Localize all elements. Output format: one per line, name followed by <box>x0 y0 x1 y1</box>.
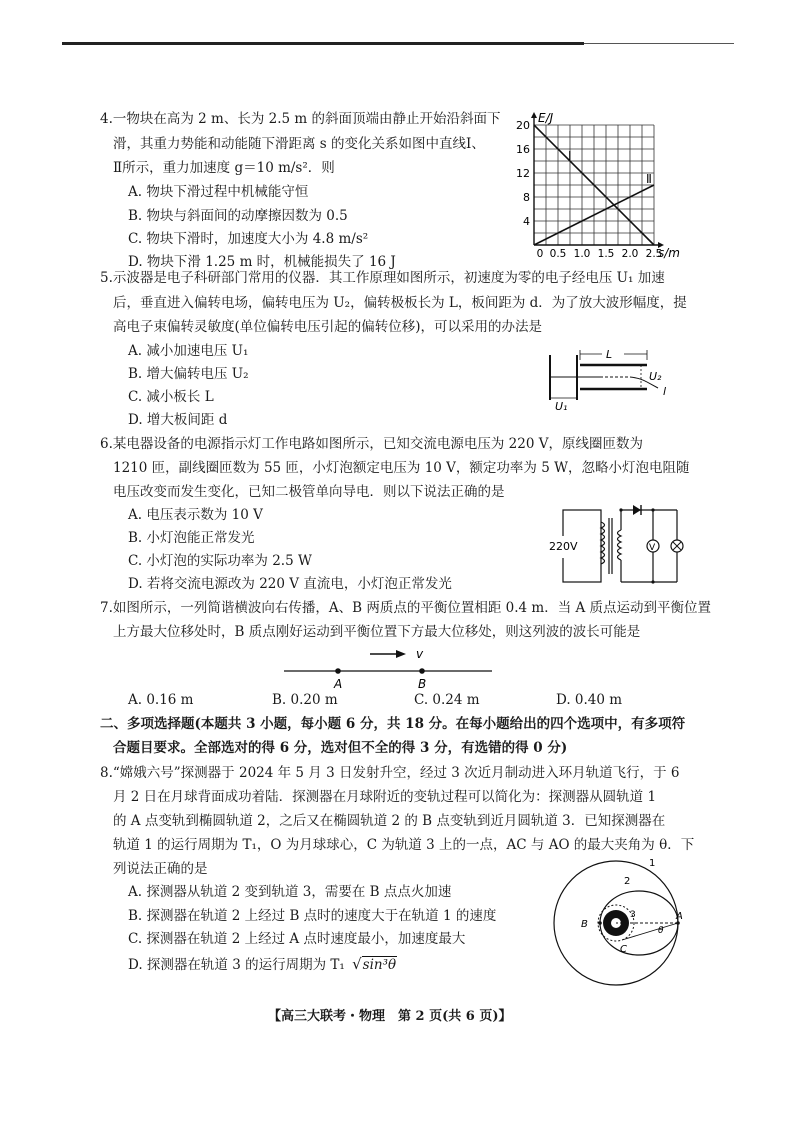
q5-option-a: A. 减小加速电压 U₁ <box>128 343 249 359</box>
line-label-1: Ⅰ <box>568 149 572 163</box>
q7-option-a: A. 0.16 m <box>128 692 194 708</box>
q5-stem-line: 高电子束偏转灵敏度(单位偏转电压引起的偏转位移)，可以采用的办法是 <box>113 319 543 335</box>
q4-option-a: A. 物块下滑过程中机械能守恒 <box>128 184 309 200</box>
oscilloscope-figure <box>540 340 690 415</box>
q6-option-c: C. 小灯泡的实际功率为 2.5 W <box>128 553 312 569</box>
sqrt-sign-icon: √ <box>352 955 362 973</box>
y-tick-label: 12 <box>516 167 530 180</box>
q4-stem-line: Ⅱ所示，重力加速度 g＝10 m/s²．则 <box>113 160 335 176</box>
sqrt-radicand: sin³θ <box>362 957 397 973</box>
transformer-circuit <box>545 500 685 592</box>
x-axis-label: s/m <box>658 246 680 260</box>
point-a <box>335 668 341 674</box>
header-rule-thin <box>584 43 734 44</box>
label-l: l <box>663 385 667 398</box>
sqrt-expression <box>352 956 397 974</box>
energy-chart <box>508 110 683 270</box>
x-tick-label: 2.0 <box>621 248 639 260</box>
wave-figure <box>280 645 500 693</box>
orbit-figure <box>548 855 684 991</box>
point-c-label: C <box>620 944 627 955</box>
chart-ticks <box>516 119 662 260</box>
y-tick-label: 20 <box>516 119 530 132</box>
label-U1: U₁ <box>555 400 568 413</box>
q8-stem-line: 月 2 日在月球背面成功着陆．探测器在月球附近的变轨过程可以简化为：探测器从圆轨道 1 <box>113 789 657 805</box>
q8-option-d <box>128 956 397 974</box>
y-tick-label: 16 <box>516 143 530 156</box>
q6-stem-line: 1210 匝，副线圈匝数为 55 匝，小灯泡额定电压为 10 V，额定功率为 5 W，忽略小灯泡电阻随 <box>113 460 690 476</box>
q8-stem-line: 列说法正确的是 <box>113 861 208 877</box>
line-label-2: Ⅱ <box>646 172 652 186</box>
label-b: B <box>418 677 427 691</box>
q8-option-a: A. 探测器从轨道 2 变到轨道 3，需要在 B 点点火加速 <box>128 884 452 900</box>
q4-stem-line: 4.一物块在高为 2 m、长为 2.5 m 的斜面顶端由静止开始沿斜面下 <box>100 111 501 127</box>
theta-label: θ <box>658 926 664 936</box>
orbit-3-label: 3 <box>630 910 636 920</box>
point-a-label: A <box>676 911 683 922</box>
q5-option-c: C. 减小板长 L <box>128 389 214 405</box>
q7-stem-line: 7.如图所示，一列简谐横波向右传播，A、B 两质点的平衡位置相距 0.4 m．当 A 质点运动到平衡位置 <box>100 600 712 616</box>
diode-icon <box>633 505 641 515</box>
q8-stem-line: 轨道 1 的运行周期为 T₁，O 为月球球心，C 为轨道 3 上的一点，AC 与 AO 的最大夹角为 θ．下 <box>113 837 695 853</box>
label-L: L <box>606 348 613 361</box>
q5-option-d: D. 增大板间距 d <box>128 412 228 428</box>
q8-option-c: C. 探测器在轨道 2 上经过 A 点时速度最小，加速度最大 <box>128 931 466 947</box>
q6-stem-line: 6.某电器设备的电源指示灯工作电路如图所示，已知交流电源电压为 220 V，原线圈匝数为 <box>100 436 643 452</box>
page-footer: 【高三大联考・物理 第 2 页(共 6 页)】 <box>268 1009 512 1024</box>
q8-option-b: B. 探测器在轨道 2 上经过 B 点时的速度大于在轨道 1 的速度 <box>128 908 497 924</box>
label-v: v <box>416 647 424 661</box>
q6-option-b: B. 小灯泡能正常发光 <box>128 530 255 546</box>
q6-option-d: D. 若将交流电源改为 220 V 直流电，小灯泡正常发光 <box>128 576 452 592</box>
y-tick-label: 4 <box>523 215 530 228</box>
q5-stem-line: 5.示波器是电子科研部门常用的仪器．其工作原理如图所示，初速度为零的电子经电压 U₁ 加速 <box>100 270 665 286</box>
q7-option-c: C. 0.24 m <box>414 692 480 708</box>
x-tick-label: 1.0 <box>573 248 591 260</box>
q6-option-a: A. 电压表示数为 10 V <box>128 507 263 523</box>
y-axis-arrow <box>531 112 537 118</box>
q5-stem-line: 后，垂直进入偏转电场，偏转电压为 U₂，偏转极板长为 L，板间距为 d．为了放大波形幅度，提 <box>113 295 687 311</box>
point-b-label: B <box>581 919 588 930</box>
label-U2: U₂ <box>649 370 662 383</box>
section-2-line: 二、多项选择题(本题共 3 小题，每小题 6 分，共 18 分。在每小题给出的四个选项中，有多项符 <box>100 716 686 732</box>
q4-stem-line: 滑，其重力势能和动能随下滑距离 s 的变化关系如图中直线Ⅰ、 <box>113 136 485 152</box>
source-label: 220V <box>549 540 578 553</box>
q8-stem-line: 的 A 点变轨到椭圆轨道 2，之后又在椭圆轨道 2 的 B 点变轨到近月圆轨道 3．已知探测器在 <box>113 813 666 829</box>
x-tick-label: 0.5 <box>549 248 567 260</box>
q4-option-c: C. 物块下滑时，加速度大小为 4.8 m/s² <box>128 231 369 247</box>
point-b <box>419 668 425 674</box>
header-rule <box>62 42 584 45</box>
q4-option-b: B. 物块与斜面间的动摩擦因数为 0.5 <box>128 208 348 224</box>
q7-option-d: D. 0.40 m <box>556 692 623 708</box>
q5-option-b: B. 增大偏转电压 U₂ <box>128 366 249 382</box>
orbit-2-label: 2 <box>624 876 631 887</box>
label-a: A <box>334 677 343 691</box>
y-axis-label: E/J <box>538 111 554 125</box>
orbit-1-label: 1 <box>649 858 656 869</box>
q8-option-d-text: D. 探测器在轨道 3 的运行周期为 T₁ <box>128 957 345 973</box>
y-tick-label: 8 <box>523 191 530 204</box>
voltmeter-label: V <box>649 543 656 553</box>
q6-stem-line: 电压改变而发生变化，已知二极管单向导电．则以下说法正确的是 <box>113 484 505 500</box>
x-tick-label: 2.5 <box>645 248 663 260</box>
x-tick-label: 0 <box>536 248 544 260</box>
section-2-line: 合题目要求。全部选对的得 6 分，选对但不全的得 3 分，有选错的得 0 分) <box>113 740 568 756</box>
velocity-arrow-icon <box>396 650 406 658</box>
x-tick-label: 1.5 <box>597 248 615 260</box>
q7-stem-line: 上方最大位移处时，B 质点刚好运动到平衡位置下方最大位移处，则这列波的波长可能是 <box>113 624 641 640</box>
q7-option-b: B. 0.20 m <box>272 692 338 708</box>
q4-option-d: D. 物块下滑 1.25 m 时，机械能损失了 16 J <box>128 254 396 270</box>
q8-stem-line: 8.“嫦娥六号”探测器于 2024 年 5 月 3 日发射升空，经过 3 次近月制动进入环月轨道飞行，于 6 <box>100 765 680 781</box>
